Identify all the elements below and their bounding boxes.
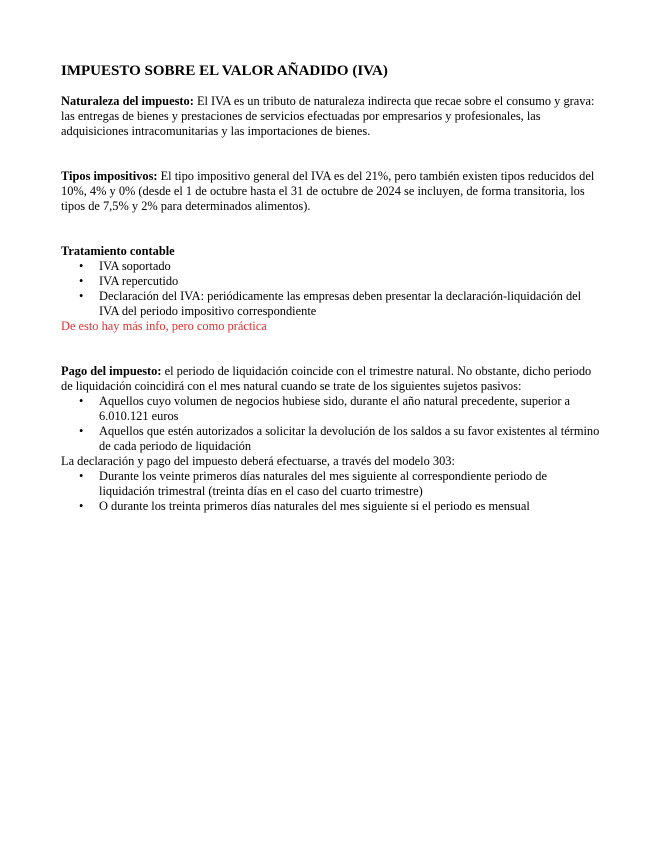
bullet-icon: •	[79, 394, 84, 408]
tratamiento-note: De esto hay más info, pero como práctica	[61, 319, 267, 333]
list-item: • IVA repercutido	[79, 274, 179, 288]
pago-list	[61, 394, 601, 454]
tratamiento-heading: Tratamiento contable	[61, 244, 175, 258]
declaracion-list	[61, 469, 601, 514]
pago-paragraph	[61, 364, 601, 394]
list-item: • IVA soportado	[79, 259, 171, 273]
naturaleza-paragraph	[61, 94, 601, 139]
tratamiento-list	[61, 259, 601, 319]
bullet-icon: •	[79, 289, 84, 303]
pago-text: el periodo de liquidación coincide con el trimestre natural. No obstante, dicho periodo de liquidación coincidirá con el mes natural cuando se trate de los siguientes sujetos pasivos:	[61, 364, 592, 393]
tipos-paragraph	[61, 169, 601, 214]
declaracion-paragraph: La declaración y pago del impuesto deberá efectuarse, a través del modelo 303:	[61, 454, 455, 468]
bullet-icon: •	[79, 469, 84, 483]
naturaleza-text: El IVA es un tributo de naturaleza indirecta que recae sobre el consumo y grava: las entregas de bienes y prestaciones de servicios efectuadas por empresarios y profesionales, las adquisiciones intracomunitarias y las importaciones de bienes.	[61, 94, 595, 138]
page-title: IMPUESTO SOBRE EL VALOR AÑADIDO (IVA)	[61, 63, 388, 79]
pago-label: Pago del impuesto:	[61, 364, 162, 378]
list-item: • Declaración del IVA: periódicamente las empresas deben presentar la declaración-liquidación del IVA del periodo impositivo correspondiente	[79, 289, 582, 318]
list-item: • Aquellos cuyo volumen de negocios hubiese sido, durante el año natural precedente, superior a 6.010.121 euros	[79, 394, 571, 423]
document-page	[61, 62, 601, 514]
list-item: • Aquellos que estén autorizados a solicitar la devolución de los saldos a su favor existentes al término de cada periodo de liquidación	[79, 424, 600, 453]
list-item: • O durante los treinta primeros días naturales del mes siguiente si el periodo es mensual	[79, 499, 530, 513]
bullet-icon: •	[79, 499, 84, 513]
bullet-icon: •	[79, 259, 84, 273]
naturaleza-label: Naturaleza del impuesto:	[61, 94, 194, 108]
tipos-label: Tipos impositivos:	[61, 169, 158, 183]
tipos-text: El tipo impositivo general del IVA es del 21%, pero también existen tipos reducidos del 10%, 4% y 0% (desde el 1 de octubre hasta el 31 de octubre de 2024 se incluyen, de forma transitoria, los tipos de 7,5% y 2% para determinados alimentos).	[61, 169, 595, 213]
bullet-icon: •	[79, 424, 84, 438]
bullet-icon: •	[79, 274, 84, 288]
list-item: • Durante los veinte primeros días naturales del mes siguiente al correspondiente periodo de liquidación trimestral (treinta días en el caso del cuarto trimestre)	[79, 469, 547, 498]
